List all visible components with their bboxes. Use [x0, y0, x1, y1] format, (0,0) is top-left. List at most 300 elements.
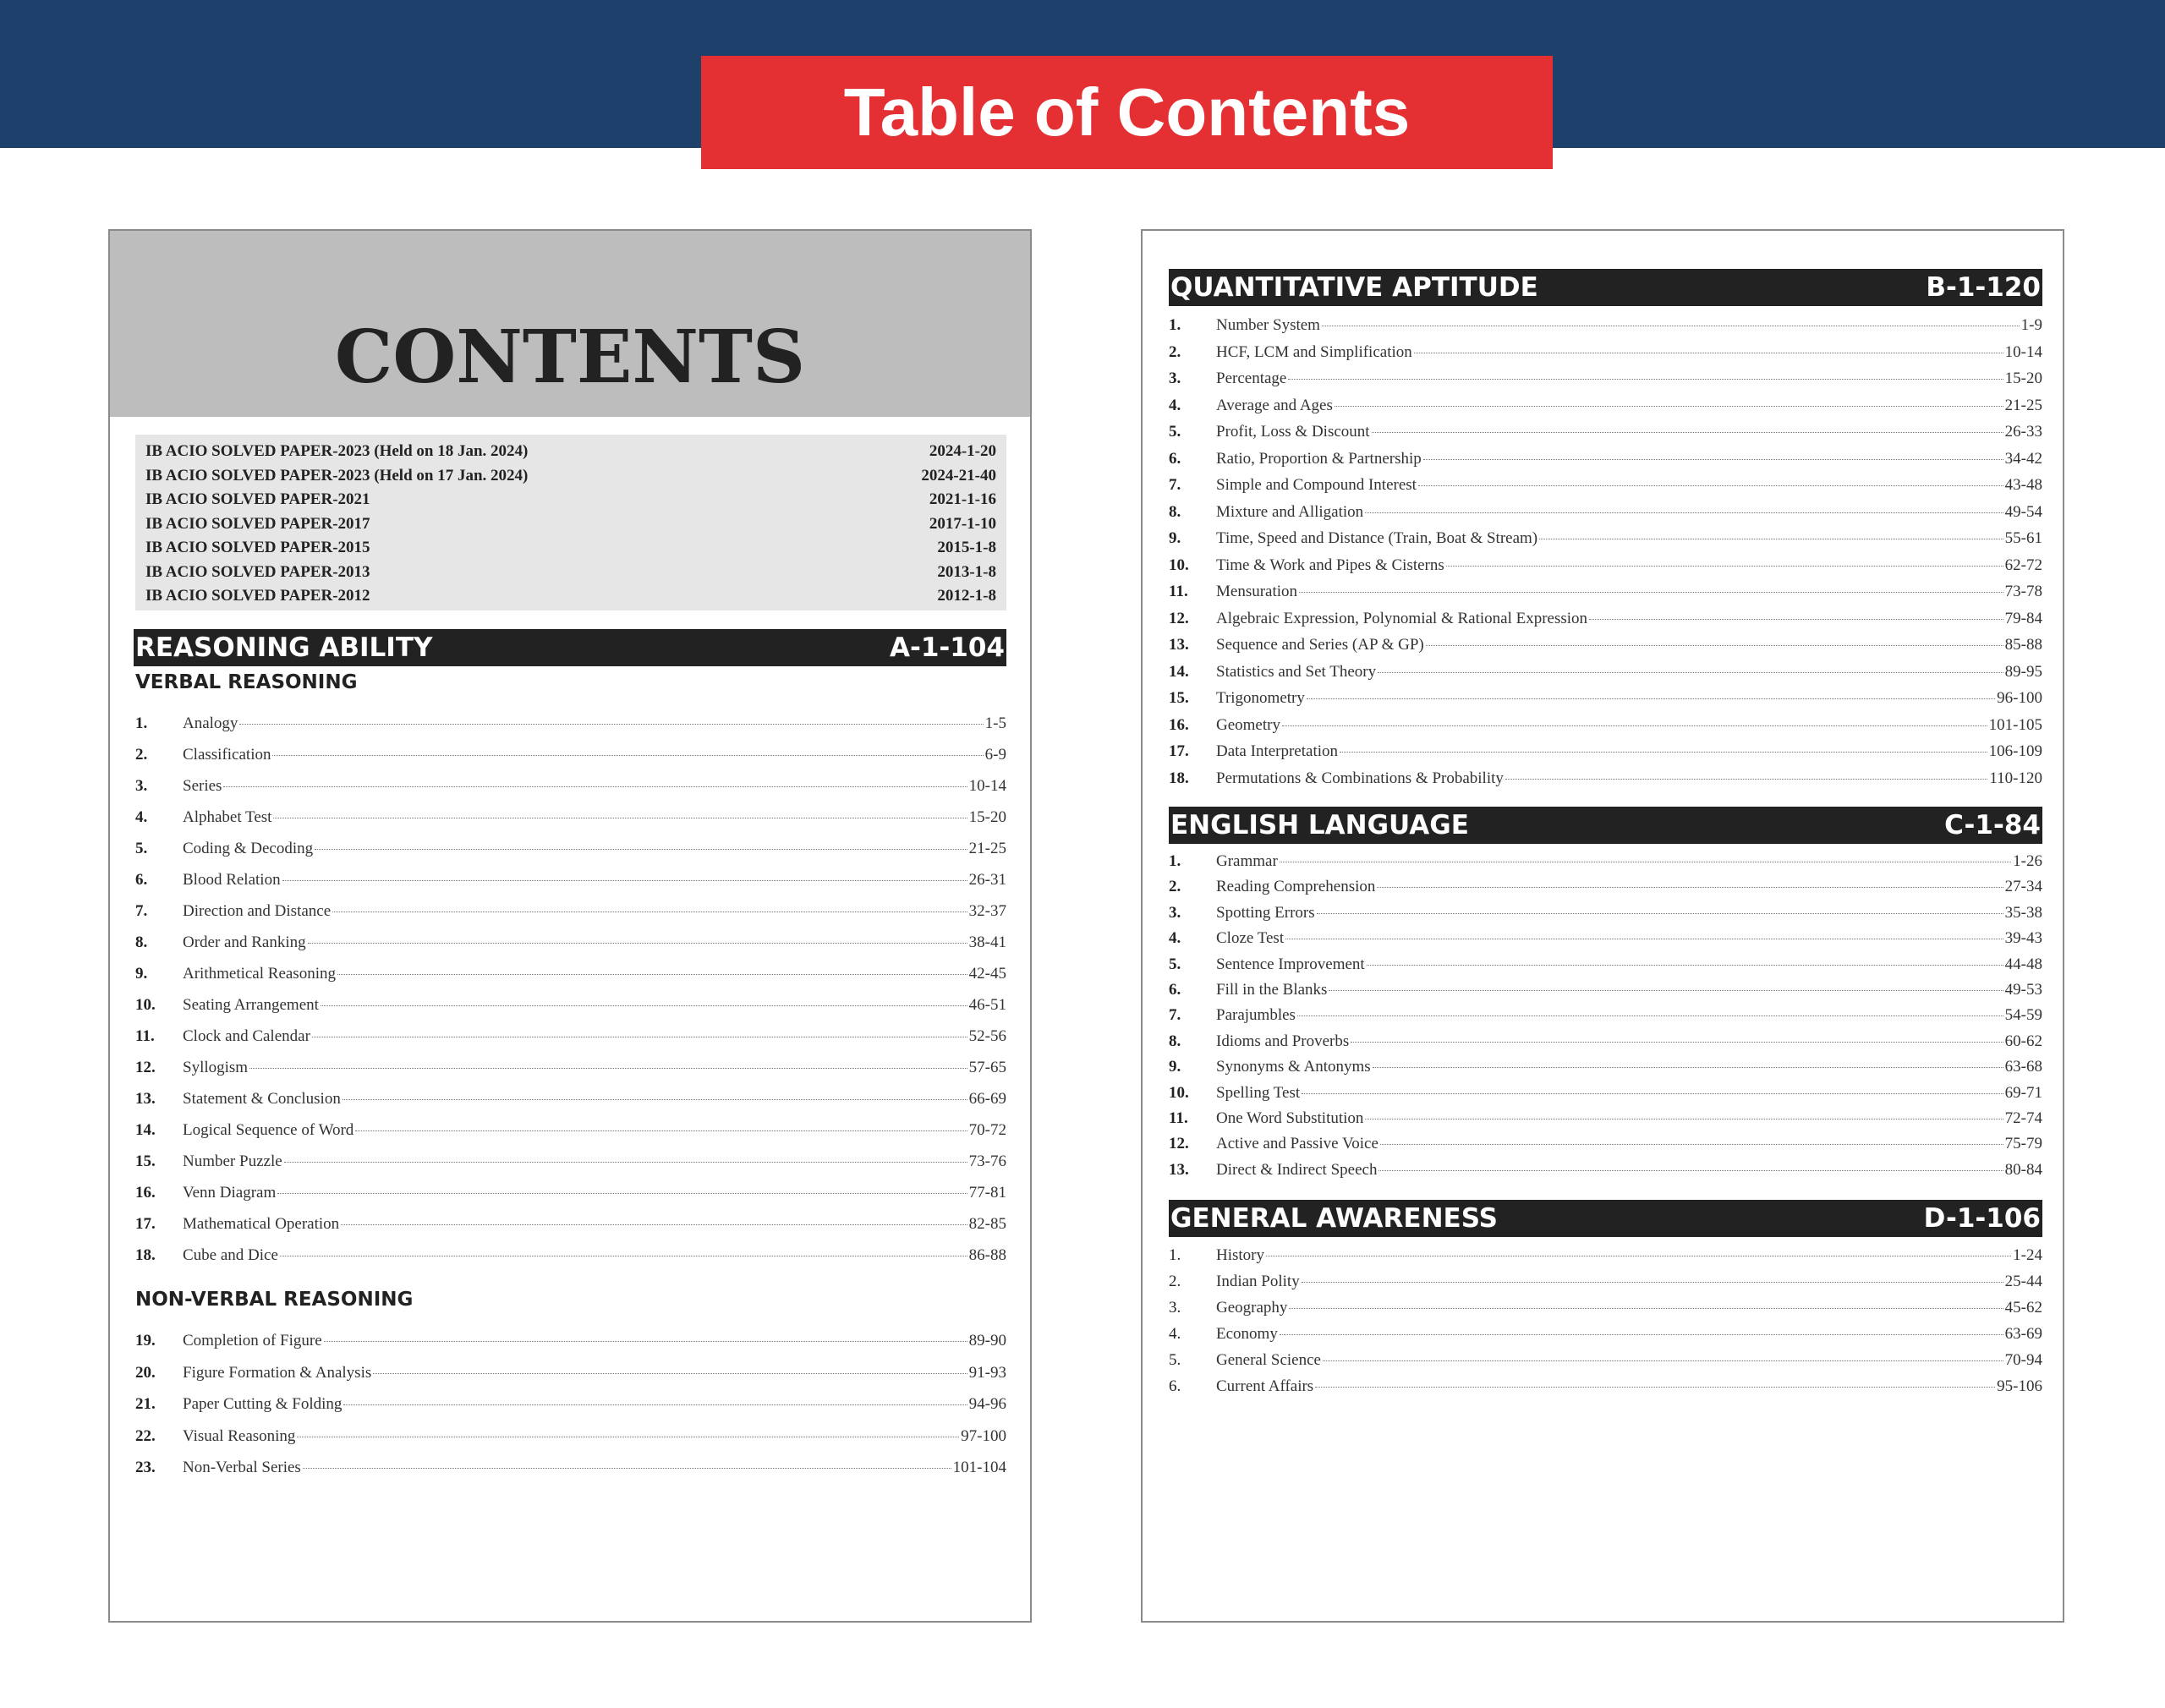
dot-leader [1505, 778, 1987, 780]
toc-entry [1169, 1029, 2042, 1054]
entry-number: 12. [1169, 609, 1189, 627]
entry-title: Current Affairs [1216, 1377, 1314, 1395]
dot-leader [308, 942, 967, 944]
toc-entry [135, 1325, 1006, 1357]
dot-leader [1307, 698, 1995, 699]
entry-number: 10. [1169, 1083, 1189, 1102]
entry-number: 12. [1169, 1135, 1189, 1153]
entry-title: Profit, Loss & Discount [1216, 423, 1370, 441]
entry-title: Syllogism [183, 1059, 249, 1076]
entry-number: 11. [1169, 583, 1188, 600]
toc-entry [1169, 901, 2042, 926]
entry-pages: 73-76 [968, 1152, 1006, 1170]
solved-paper-row: IB ACIO SOLVED PAPER-2021 2021-1-16 [145, 490, 996, 508]
dot-leader [1351, 1041, 2003, 1043]
entry-pages: 44-48 [2004, 955, 2042, 973]
entry-title: General Science [1216, 1351, 1321, 1369]
entry-number: 2. [1169, 1273, 1181, 1290]
entry-number: 14. [1169, 662, 1189, 681]
entry-pages: 110-120 [1989, 769, 2042, 787]
entry-number: 5. [1169, 955, 1181, 973]
toc-entry [135, 1146, 1006, 1177]
entry-pages: 73-78 [2004, 583, 2042, 600]
dot-leader [1423, 458, 2003, 460]
toc-entry [135, 833, 1006, 864]
toc-entry [1169, 632, 2042, 659]
entry-title: Time, Speed and Distance (Train, Boat & Stream) [1216, 529, 1538, 547]
entry-number: 23. [135, 1459, 156, 1476]
entry-number: 4. [1169, 396, 1181, 414]
entry-number: 10. [1169, 556, 1189, 574]
entry-title: Active and Passive Voice [1216, 1135, 1378, 1153]
toc-entry [135, 739, 1006, 770]
entry-number: 20. [135, 1363, 156, 1382]
entry-pages: 70-72 [968, 1121, 1006, 1139]
entry-title: Cube and Dice [183, 1246, 278, 1264]
entry-pages: 49-53 [2004, 980, 2042, 999]
entry-pages: 21-25 [968, 840, 1006, 857]
entry-pages: 35-38 [2004, 903, 2042, 922]
toc-entry [1169, 874, 2042, 900]
entry-pages: 80-84 [2004, 1160, 2042, 1179]
entry-title: Algebraic Expression, Polynomial & Rational Expression [1216, 609, 1588, 627]
general-awareness-list [1169, 1242, 2042, 1399]
entry-number: 11. [135, 1027, 155, 1045]
dot-leader [1329, 989, 2003, 991]
dot-leader [1418, 484, 2003, 486]
entry-number: 6. [1169, 980, 1181, 999]
entry-pages: 43-48 [2004, 476, 2042, 494]
entry-pages: 101-105 [1988, 715, 2042, 734]
dot-leader [249, 1067, 967, 1069]
dot-leader [1302, 1092, 2003, 1094]
toc-entry [135, 1388, 1006, 1421]
entry-title: Geometry [1216, 715, 1280, 734]
dot-leader [1426, 644, 2003, 646]
entry-number: 16. [135, 1184, 156, 1202]
entry-title: Synonyms & Antonyms [1216, 1058, 1371, 1076]
entry-number: 3. [1169, 1299, 1181, 1317]
toc-entry [1169, 578, 2042, 605]
entry-title: Analogy [183, 714, 238, 732]
entry-title: Trigonometry [1216, 689, 1305, 707]
entry-pages: 49-54 [2004, 502, 2042, 521]
dot-leader [321, 1005, 967, 1006]
entry-number: 9. [135, 965, 148, 983]
entry-title: Fill in the Blanks [1216, 980, 1328, 999]
toc-entry [135, 1208, 1006, 1240]
entry-number: 11. [1169, 1109, 1188, 1127]
dot-leader [273, 817, 967, 818]
toc-entry [135, 708, 1006, 739]
entry-title: Direct & Indirect Speech [1216, 1160, 1378, 1179]
dot-leader [1365, 512, 2003, 513]
entry-title: Permutations & Combinations & Probability [1216, 769, 1504, 787]
entry-number: 10. [135, 996, 156, 1014]
entry-number: 3. [1169, 903, 1181, 922]
dot-leader [1289, 1307, 2003, 1309]
dot-leader [1340, 751, 1987, 753]
entry-pages: 106-109 [1988, 742, 2042, 760]
entry-number: 6. [135, 871, 148, 889]
toc-entry [1169, 712, 2042, 739]
toc-entry [135, 1177, 1006, 1208]
entry-pages: 42-45 [968, 965, 1006, 983]
toc-entry [1169, 1295, 2042, 1321]
dot-leader [355, 1130, 967, 1131]
dot-leader [1589, 618, 2003, 620]
entry-pages: 91-93 [968, 1363, 1006, 1382]
entry-pages: 94-96 [968, 1395, 1006, 1413]
toc-entry [1169, 1106, 2042, 1131]
entry-title: Sentence Improvement [1216, 955, 1365, 973]
entry-number: 9. [1169, 529, 1181, 547]
entry-number: 13. [1169, 1160, 1189, 1179]
entry-title: Direction and Distance [183, 902, 332, 920]
entry-title: Parajumbles [1216, 1006, 1296, 1025]
entry-number: 22. [135, 1426, 156, 1445]
entry-number: 4. [1169, 929, 1181, 948]
toc-entry [135, 1114, 1006, 1146]
toc-entry [1169, 1268, 2042, 1295]
dot-leader [1317, 912, 2003, 914]
entry-pages: 96-100 [1997, 689, 2042, 707]
entry-title: Reading Comprehension [1216, 878, 1376, 896]
entry-number: 14. [135, 1121, 156, 1139]
entry-number: 21. [135, 1395, 156, 1413]
toc-entry [135, 802, 1006, 833]
entry-title: Logical Sequence of Word [183, 1121, 354, 1139]
entry-pages: 85-88 [2004, 636, 2042, 654]
entry-pages: 10-14 [968, 777, 1006, 795]
entry-title: Spotting Errors [1216, 903, 1315, 922]
entry-title: Data Interpretation [1216, 742, 1339, 760]
entry-title: One Word Substitution [1216, 1109, 1364, 1127]
entry-pages: 1-5 [984, 714, 1006, 732]
dot-leader [1378, 1169, 2003, 1171]
entry-number: 16. [1169, 715, 1189, 734]
toc-entry [1169, 977, 2042, 1003]
entry-number: 5. [1169, 1351, 1181, 1369]
dot-leader [1288, 378, 2003, 380]
entry-pages: 32-37 [968, 902, 1006, 920]
entry-number: 6. [1169, 449, 1181, 468]
solved-paper-row: IB ACIO SOLVED PAPER-2023 (Held on 17 Jan. 2024) 2024-21-40 [145, 466, 996, 484]
entry-number: 3. [1169, 370, 1181, 387]
entry-number: 13. [135, 1090, 156, 1108]
toc-entry [1169, 1081, 2042, 1106]
solved-paper-row: IB ACIO SOLVED PAPER-2023 (Held on 18 Jan. 2024) 2024-1-20 [145, 442, 996, 460]
toc-entry [1169, 446, 2042, 473]
entry-title: Statistics and Set Theory [1216, 662, 1377, 681]
entry-pages: 52-56 [968, 1027, 1006, 1045]
entry-pages: 79-84 [2004, 609, 2042, 627]
dot-leader [239, 723, 983, 725]
entry-number: 8. [1169, 1032, 1181, 1050]
entry-pages: 89-95 [2004, 662, 2042, 681]
entry-title: Statement & Conclusion [183, 1090, 341, 1108]
entry-number: 18. [135, 1246, 156, 1264]
entry-pages: 1-24 [2013, 1246, 2042, 1264]
entry-title: Simple and Compound Interest [1216, 476, 1417, 494]
verbal-reasoning-list [135, 708, 1006, 1271]
dot-leader [1335, 405, 2003, 407]
entry-number: 7. [1169, 476, 1181, 494]
toc-entry [1169, 1158, 2042, 1183]
toc-entry [1169, 365, 2042, 392]
entry-pages: 15-20 [2004, 370, 2042, 387]
entry-pages: 97-100 [961, 1426, 1006, 1445]
entry-number: 9. [1169, 1058, 1181, 1076]
entry-number: 4. [1169, 1325, 1181, 1343]
entry-title: Time & Work and Pipes & Cisterns [1216, 556, 1444, 574]
contents-title: CONTENTS [110, 231, 1030, 417]
toc-entry [135, 770, 1006, 802]
entry-number: 17. [1169, 742, 1189, 760]
entry-title: Visual Reasoning [183, 1426, 296, 1445]
dot-leader [1280, 1333, 2003, 1335]
right-page [1141, 229, 2064, 1623]
toc-entry [1169, 926, 2042, 951]
entry-title: Completion of Figure [183, 1332, 322, 1349]
entry-title: HCF, LCM and Simplification [1216, 342, 1412, 361]
entry-title: Percentage [1216, 370, 1287, 387]
entry-title: Number Puzzle [183, 1152, 282, 1170]
solved-paper-row: IB ACIO SOLVED PAPER-2013 2013-1-8 [145, 562, 996, 581]
toc-entry [1169, 525, 2042, 552]
entry-title: Economy [1216, 1325, 1278, 1343]
entry-number: 6. [1169, 1377, 1181, 1395]
dot-leader [332, 911, 967, 912]
entry-pages: 75-79 [2004, 1135, 2042, 1153]
entry-title: Blood Relation [183, 871, 281, 889]
entry-pages: 27-34 [2004, 878, 2042, 896]
entry-number: 1. [1169, 852, 1181, 870]
entry-pages: 55-61 [2004, 529, 2042, 547]
dot-leader [1414, 352, 2003, 353]
solved-paper-row: IB ACIO SOLVED PAPER-2015 2015-1-8 [145, 539, 996, 556]
entry-title: Mixture and Alligation [1216, 502, 1364, 521]
toc-entry [1169, 952, 2042, 977]
dot-leader [280, 1255, 967, 1256]
verbal-reasoning-heading: VERBAL REASONING [135, 671, 358, 693]
dot-leader [1380, 1143, 2003, 1145]
toc-entry [135, 927, 1006, 958]
dot-leader [1372, 431, 2003, 433]
entry-number: 13. [1169, 636, 1189, 654]
entry-number: 12. [135, 1059, 156, 1076]
entry-pages: 70-94 [2004, 1351, 2042, 1369]
solved-paper-row: IB ACIO SOLVED PAPER-2017 2017-1-10 [145, 514, 996, 533]
entry-pages: 10-14 [2004, 342, 2042, 361]
toc-entry [135, 864, 1006, 895]
entry-pages: 46-51 [968, 996, 1006, 1014]
toc-entry [135, 1052, 1006, 1083]
toc-entry [1169, 419, 2042, 446]
dot-leader [223, 786, 967, 787]
entry-pages: 66-69 [968, 1090, 1006, 1108]
dot-leader [341, 1224, 967, 1225]
toc-entry [1169, 738, 2042, 765]
entry-number: 17. [135, 1215, 156, 1233]
entry-pages: 101-104 [952, 1459, 1006, 1476]
entry-pages: 21-25 [2004, 396, 2042, 414]
toc-entry [1169, 392, 2042, 419]
toc-entry [135, 1452, 1006, 1484]
toc-entry [1169, 472, 2042, 499]
dot-leader [282, 879, 967, 881]
entry-number: 5. [135, 840, 148, 857]
entry-number: 3. [135, 777, 148, 795]
dot-leader [277, 1192, 967, 1194]
toc-entry [1169, 1321, 2042, 1347]
toc-entry [135, 958, 1006, 989]
entry-pages: 54-59 [2004, 1006, 2042, 1025]
entry-title: Cloze Test [1216, 929, 1285, 948]
dot-leader [1280, 861, 2011, 862]
entry-title: Number System [1216, 316, 1320, 334]
entry-title: Sequence and Series (AP & GP) [1216, 636, 1424, 654]
dot-leader [297, 1436, 959, 1437]
dot-leader [337, 973, 967, 975]
reasoning-section-header: REASONING ABILITY A-1-104 [134, 629, 1006, 666]
toc-entry [135, 1021, 1006, 1052]
dot-leader [1539, 538, 2003, 539]
entry-title: Indian Polity [1216, 1273, 1300, 1290]
entry-pages: 6-9 [984, 746, 1006, 764]
entry-number: 2. [135, 746, 148, 764]
entry-title: Figure Formation & Analysis [183, 1363, 372, 1382]
entry-pages: 38-41 [968, 933, 1006, 951]
toc-entry [1169, 849, 2042, 874]
entry-title: Non-Verbal Series [183, 1459, 301, 1476]
entry-title: Ratio, Proportion & Partnership [1216, 449, 1422, 468]
dot-leader [1446, 565, 2003, 567]
entry-pages: 62-72 [2004, 556, 2042, 574]
entry-pages: 89-90 [968, 1332, 1006, 1349]
entry-title: Venn Diagram [183, 1184, 277, 1202]
dot-leader [373, 1372, 967, 1374]
quantitative-section-header: QUANTITATIVE APTITUDE B-1-120 [1169, 269, 2042, 306]
toc-entry [1169, 1373, 2042, 1399]
entry-title: Mathematical Operation [183, 1215, 340, 1233]
toc-entry [135, 1421, 1006, 1453]
entry-number: 7. [135, 902, 148, 920]
entry-title: Classification [183, 746, 271, 764]
entry-pages: 72-74 [2004, 1109, 2042, 1127]
entry-pages: 63-68 [2004, 1058, 2042, 1076]
dot-leader [1322, 325, 2020, 326]
dot-leader [1299, 591, 2003, 593]
entry-pages: 25-44 [2004, 1273, 2042, 1290]
entry-title: Average and Ages [1216, 396, 1333, 414]
entry-title: Order and Ranking [183, 933, 306, 951]
toc-entry [1169, 312, 2042, 339]
non-verbal-reasoning-heading: NON-VERBAL REASONING [135, 1289, 414, 1311]
page-title: Table of Contents [701, 56, 1553, 169]
entry-number: 7. [1169, 1006, 1181, 1025]
entry-number: 1. [135, 714, 148, 732]
entry-number: 8. [135, 933, 148, 951]
entry-title: Geography [1216, 1299, 1288, 1317]
entry-pages: 1-9 [2020, 316, 2042, 334]
entry-pages: 15-20 [968, 808, 1006, 826]
dot-leader [343, 1098, 967, 1100]
entry-pages: 26-31 [968, 871, 1006, 889]
entry-pages: 95-106 [1997, 1377, 2042, 1395]
quantitative-list [1169, 312, 2042, 791]
dot-leader [1373, 1066, 2003, 1068]
dot-leader [324, 1340, 967, 1342]
entry-title: Seating Arrangement [183, 996, 319, 1014]
english-section-header: ENGLISH LANGUAGE C-1-84 [1169, 807, 2042, 844]
entry-pages: 57-65 [968, 1059, 1006, 1076]
entry-number: 15. [1169, 689, 1189, 707]
entry-title: Clock and Calendar [183, 1027, 310, 1045]
solved-papers-box [135, 435, 1006, 610]
dot-leader [1367, 964, 2003, 966]
entry-title: Idioms and Proverbs [1216, 1032, 1350, 1050]
english-list [1169, 849, 2042, 1183]
toc-entry [1169, 659, 2042, 686]
toc-entry [135, 895, 1006, 927]
solved-paper-row: IB ACIO SOLVED PAPER-2012 2012-1-8 [145, 587, 996, 605]
entry-pages: 26-33 [2004, 423, 2042, 441]
entry-pages: 77-81 [968, 1184, 1006, 1202]
entry-number: 1. [1169, 316, 1181, 334]
entry-title: Coding & Decoding [183, 840, 314, 857]
toc-entry [1169, 1054, 2042, 1080]
toc-entry [1169, 1347, 2042, 1373]
entry-title: Paper Cutting & Folding [183, 1395, 343, 1413]
dot-leader [1323, 1360, 2003, 1361]
dot-leader [1266, 1255, 2011, 1256]
entry-number: 19. [135, 1332, 156, 1349]
toc-entry [1169, 1242, 2042, 1268]
entry-title: Series [183, 777, 222, 795]
toc-entry [135, 989, 1006, 1021]
entry-number: 4. [135, 808, 148, 826]
entry-pages: 86-88 [968, 1246, 1006, 1264]
entry-pages: 63-69 [2004, 1325, 2042, 1343]
dot-leader [1297, 1015, 2003, 1016]
dot-leader [312, 1036, 967, 1037]
dot-leader [272, 754, 983, 756]
entry-number: 5. [1169, 423, 1181, 441]
entry-pages: 34-42 [2004, 449, 2042, 468]
dot-leader [1377, 886, 2003, 888]
toc-entry [1169, 1131, 2042, 1157]
toc-entry [1169, 605, 2042, 632]
dot-leader [1365, 1118, 2003, 1120]
entry-title: History [1216, 1246, 1264, 1264]
toc-entry [135, 1357, 1006, 1389]
entry-pages: 60-62 [2004, 1032, 2042, 1050]
entry-number: 1. [1169, 1246, 1181, 1264]
entry-title: Alphabet Test [183, 808, 272, 826]
non-verbal-reasoning-list [135, 1325, 1006, 1484]
toc-entry [1169, 1003, 2042, 1028]
dot-leader [1315, 1386, 1995, 1388]
entry-number: 15. [135, 1152, 156, 1170]
entry-pages: 39-43 [2004, 929, 2042, 948]
dot-leader [284, 1161, 967, 1163]
dot-leader [343, 1404, 967, 1405]
entry-title: Grammar [1216, 852, 1278, 870]
entry-number: 18. [1169, 769, 1189, 787]
toc-entry [1169, 765, 2042, 792]
dot-leader [1282, 725, 1987, 726]
